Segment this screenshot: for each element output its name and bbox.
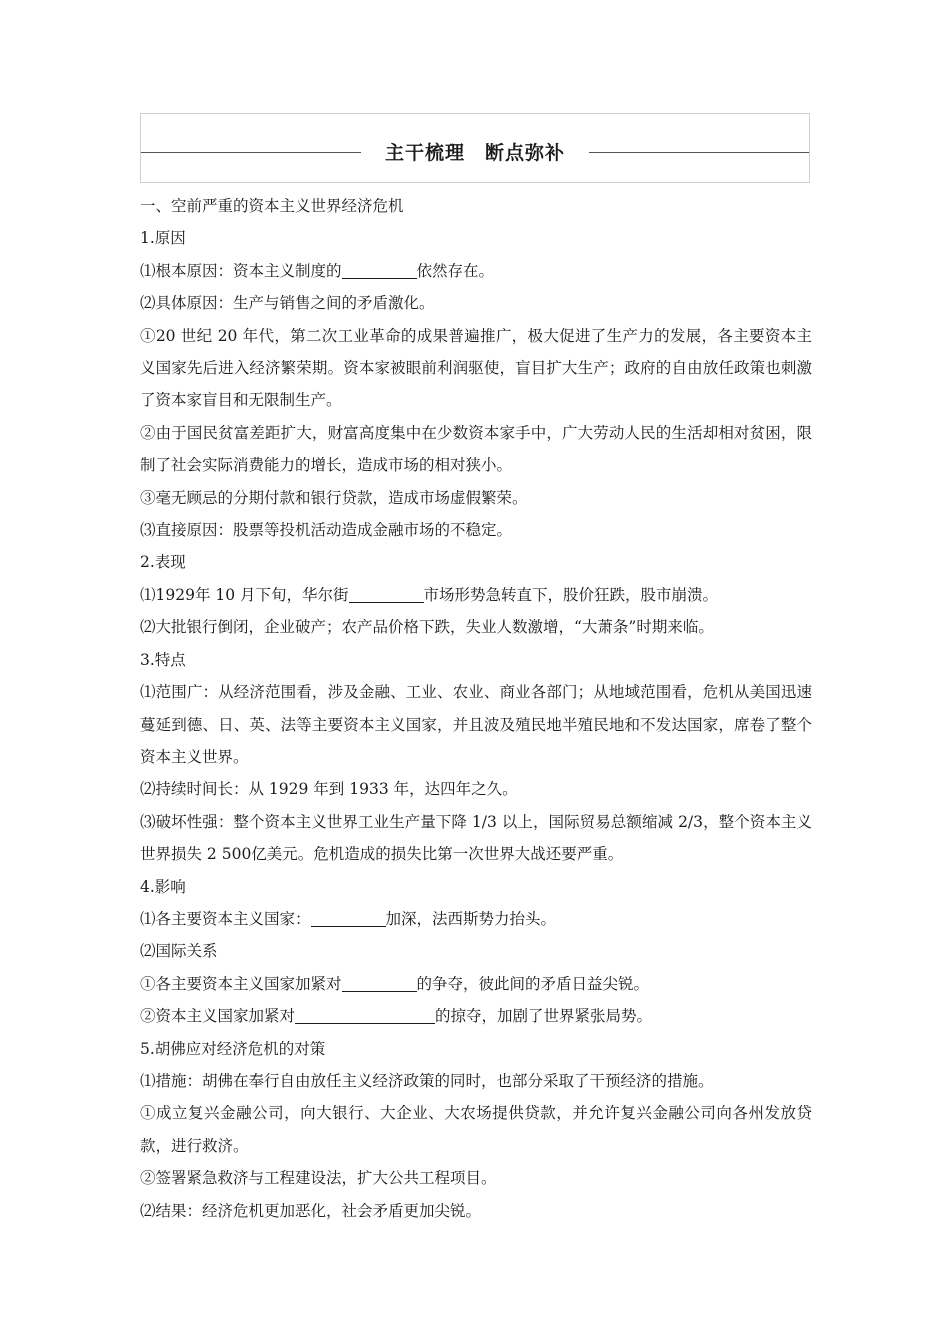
hoover-measure-a: ①成立复兴金融公司，向大银行、大企业、大农场提供贷款，并允许复兴金融公司向各州发放贷款，进行救济。 bbox=[140, 1104, 812, 1155]
fill-blank[interactable] bbox=[311, 908, 386, 927]
hoover-measures: ⑴措施：胡佛在奉行自由放任主义经济政策的同时，也部分采取了干预经济的措施。 bbox=[140, 1071, 714, 1090]
feature-1: ⑴范围广：从经济范围看，涉及金融、工业、农业、商业各部门；从地域范围看，危机从美国迅速蔓延到德、日、英、法等主要资本主义国家，并且波及殖民地半殖民地和不发达国家，席卷了整个资本主义世界。 bbox=[140, 683, 812, 766]
fill-blank[interactable] bbox=[349, 584, 424, 603]
cause-specific-c: ③毫无顾忌的分期付款和银行贷款，造成市场虚假繁荣。 bbox=[140, 488, 528, 507]
header-rule-right bbox=[589, 152, 809, 153]
cause-fundamental bbox=[140, 255, 812, 287]
text-segment: ⑴各主要资本主义国家： bbox=[140, 909, 311, 928]
subheading-effects: 4.影响 bbox=[140, 877, 186, 896]
effect-2b bbox=[140, 1000, 812, 1032]
text-segment: 市场形势急转直下，股价狂跌，股市崩溃。 bbox=[423, 585, 719, 604]
subheading-hoover: 5.胡佛应对经济危机的对策 bbox=[140, 1039, 326, 1058]
subheading-features: 3.特点 bbox=[140, 650, 186, 669]
text-segment: ⑴1929年 10 月下旬，华尔街 bbox=[140, 585, 349, 604]
text-segment: 加深，法西斯势力抬头。 bbox=[385, 909, 557, 928]
fill-blank[interactable] bbox=[342, 260, 417, 279]
feature-3: ⑶破坏性强：整个资本主义世界工业生产量下降 1/3 以上，国际贸易总额缩减 2/3，整个资本主义世界损失 2 500亿美元。危机造成的损失比第一次世界大战还要严重。 bbox=[140, 812, 812, 864]
subheading-causes: 1.原因 bbox=[140, 229, 186, 248]
subheading-manifestation: 2.表现 bbox=[140, 553, 186, 572]
text-segment: ⑴根本原因：资本主义制度的 bbox=[140, 261, 342, 280]
hoover-result: ⑵结果：经济危机更加恶化，社会矛盾更加尖锐。 bbox=[140, 1201, 482, 1220]
text-segment: 依然存在。 bbox=[416, 261, 495, 280]
section-heading: 一、空前严重的资本主义世界经济危机 bbox=[140, 197, 404, 215]
text-segment: 的掠夺，加剧了世界紧张局势。 bbox=[435, 1007, 653, 1026]
text-segment: 的争夺，彼此间的矛盾日益尖锐。 bbox=[416, 974, 650, 993]
effect-1 bbox=[140, 903, 812, 935]
manifestation-2: ⑵大批银行倒闭，企业破产；农产品价格下跌，失业人数激增，“大萧条”时期来临。 bbox=[140, 618, 714, 637]
section-header-title: 主干梳理 断点弥补 bbox=[384, 142, 565, 164]
document-body bbox=[140, 190, 812, 1227]
fill-blank[interactable] bbox=[342, 973, 417, 992]
section-header-box bbox=[140, 113, 810, 183]
feature-2: ⑵持续时间长：从 1929 年到 1933 年，达四年之久。 bbox=[140, 780, 518, 799]
cause-specific-b: ②由于国民贫富差距扩大，财富高度集中在少数资本家手中，广大劳动人民的生活却相对贫困，限制了社会实际消费能力的增长，造成市场的相对狭小。 bbox=[140, 423, 812, 475]
fill-blank[interactable] bbox=[295, 1005, 435, 1024]
cause-specific: ⑵具体原因：生产与销售之间的矛盾激化。 bbox=[140, 294, 435, 313]
cause-direct: ⑶直接原因：股票等投机活动造成金融市场的不稳定。 bbox=[140, 521, 513, 540]
text-segment: ②资本主义国家加紧对 bbox=[140, 1007, 296, 1026]
hoover-measure-b: ②签署紧急救济与工程建设法，扩大公共工程项目。 bbox=[140, 1169, 497, 1188]
cause-specific-a: ①20 世纪 20 年代，第二次工业革命的成果普遍推广，极大促进了生产力的发展，各主要资本主义国家先后进入经济繁荣期。资本家被眼前利润驱使，盲目扩大生产；政府的自由放任政策也刺激了资本家盲目和无限制生产。 bbox=[140, 326, 812, 410]
text-segment: ①各主要资本主义国家加紧对 bbox=[140, 974, 342, 993]
effect-2a bbox=[140, 968, 812, 1000]
manifestation-1 bbox=[140, 579, 812, 611]
effect-2: ⑵国际关系 bbox=[140, 942, 218, 961]
